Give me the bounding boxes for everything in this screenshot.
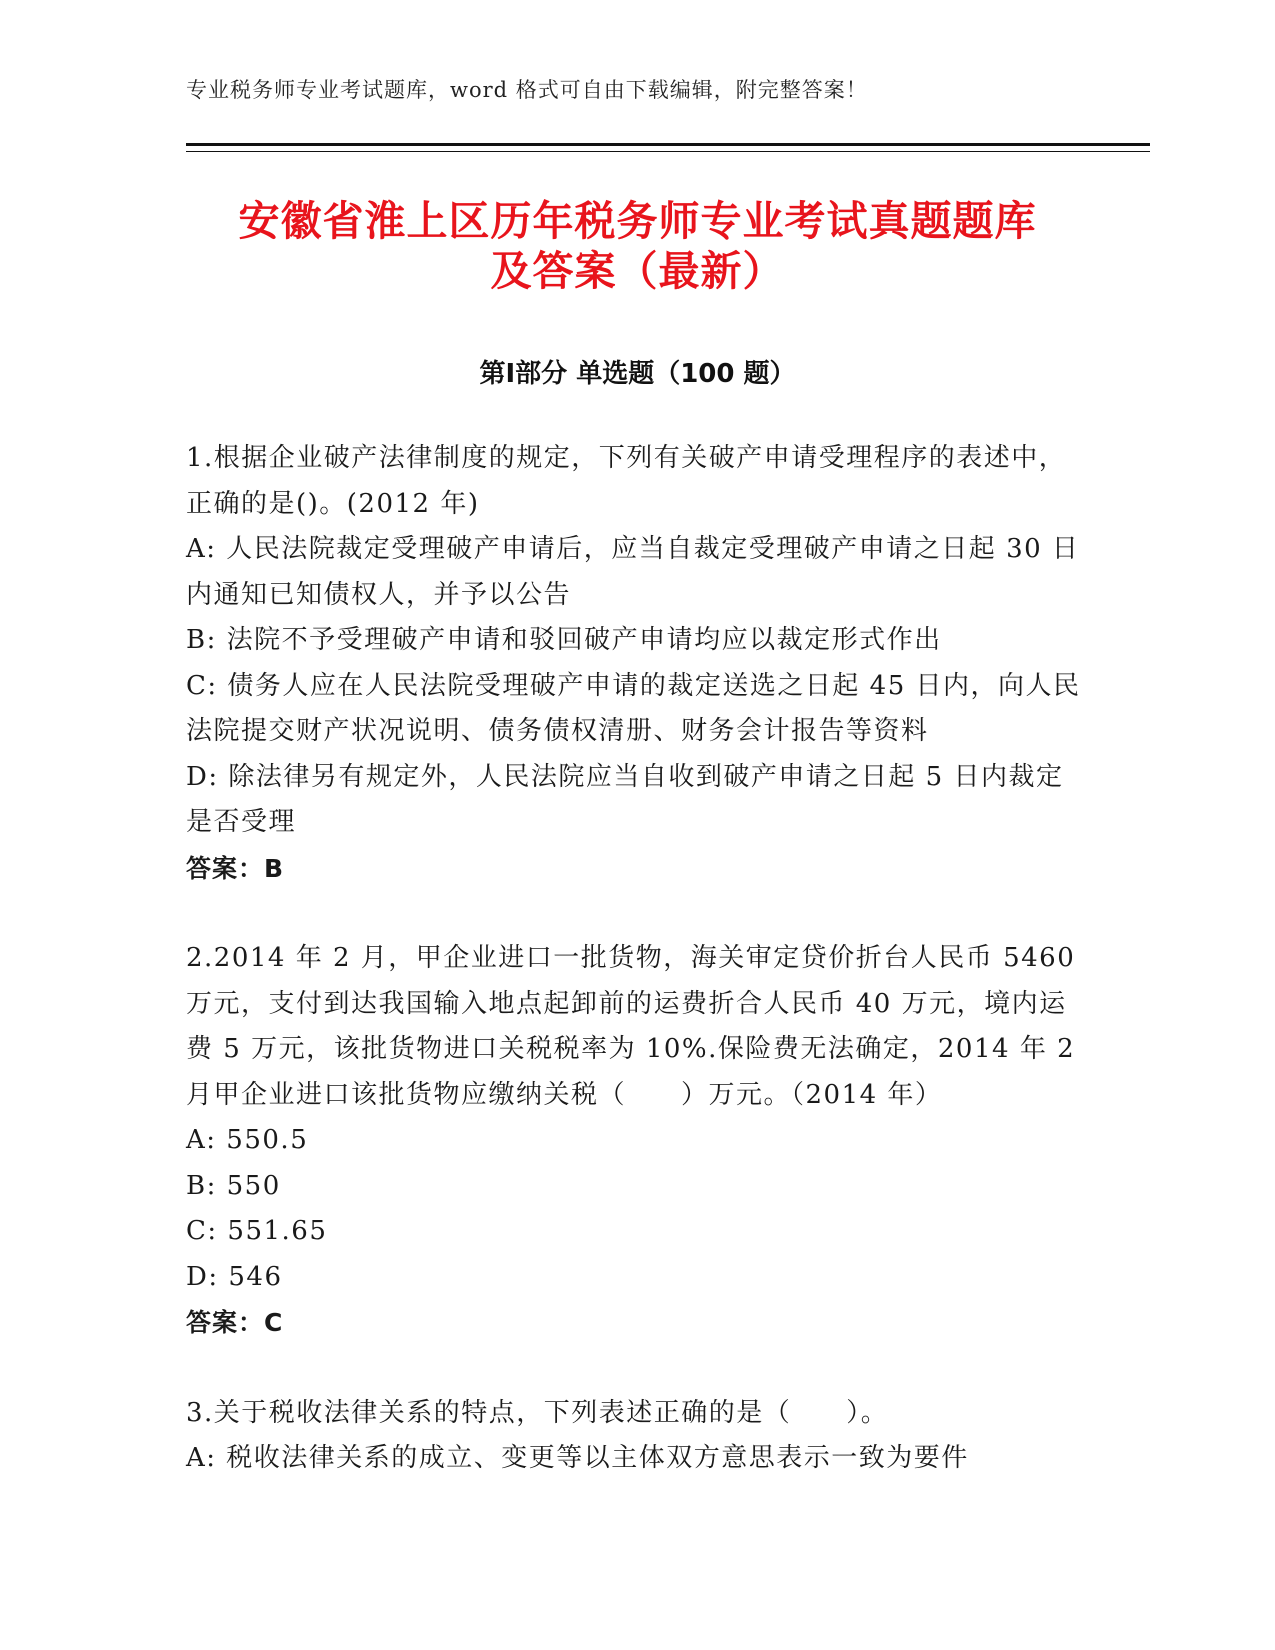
option-c: C: 债务人应在人民法院受理破产申请的裁定送选之日起 45 日内，向人民法院提交财产状况说明、债务债权清册、财务会计报告等资料 <box>186 670 1081 746</box>
question-stem: 3.关于税收法律关系的特点，下列表述正确的是（ ）。 <box>186 1397 889 1428</box>
answer-label: 答案：B <box>186 853 285 883</box>
answer-label: 答案：C <box>186 1308 284 1337</box>
header-divider-thin <box>186 151 1150 152</box>
option-c: C: 551.65 <box>186 1216 328 1246</box>
document-title-line-1: 安徽省淮上区历年税务师专业考试真题题库 <box>238 197 1037 245</box>
document-title-line-2: 及答案（最新） <box>490 247 785 295</box>
document-title <box>150 196 1125 296</box>
header-divider-thick <box>186 143 1150 146</box>
question-stem: 1.根据企业破产法律制度的规定，下列有关破产申请受理程序的表述中，正确的是()。(2012 年) <box>186 443 1067 519</box>
option-b: B: 法院不予受理破产申请和驳回破产申请均应以裁定形式作出 <box>186 625 942 655</box>
question-list <box>186 436 1086 1527</box>
option-a: A: 税收法律关系的成立、变更等以主体双方意思表示一致为要件 <box>186 1443 969 1473</box>
question-1 <box>186 436 1086 891</box>
option-d: D: 546 <box>186 1261 283 1292</box>
question-stem: 2.2014 年 2 月，甲企业进口一批货物，海关审定贷价折台人民币 5460 万元，支付到达我国输入地点起卸前的运费折合人民币 40 万元，境内运费 5 万元，该批货物进口关税税率为 10%.保险费无法确定，2014 年 2 月甲企业进口该批货物应缴纳关税（ ）万元。（2014 年） <box>186 943 1076 1110</box>
section-heading: 第Ⅰ部分 单选题（100 题） <box>479 359 796 389</box>
question-2 <box>186 936 1086 1346</box>
option-a: A: 550.5 <box>186 1125 309 1155</box>
header-note: 专业税务师专业考试题库，word 格式可自由下载编辑，附完整答案！ <box>186 78 868 102</box>
option-a: A: 人民法院裁定受理破产申请后，应当自裁定受理破产申请之日起 30 日内通知已知债权人，并予以公告 <box>186 534 1080 610</box>
question-3 <box>186 1391 1086 1482</box>
option-b: B: 550 <box>186 1170 281 1201</box>
option-d: D: 除法律另有规定外，人民法院应当自收到破产申请之日起 5 日内裁定是否受理 <box>186 761 1064 837</box>
